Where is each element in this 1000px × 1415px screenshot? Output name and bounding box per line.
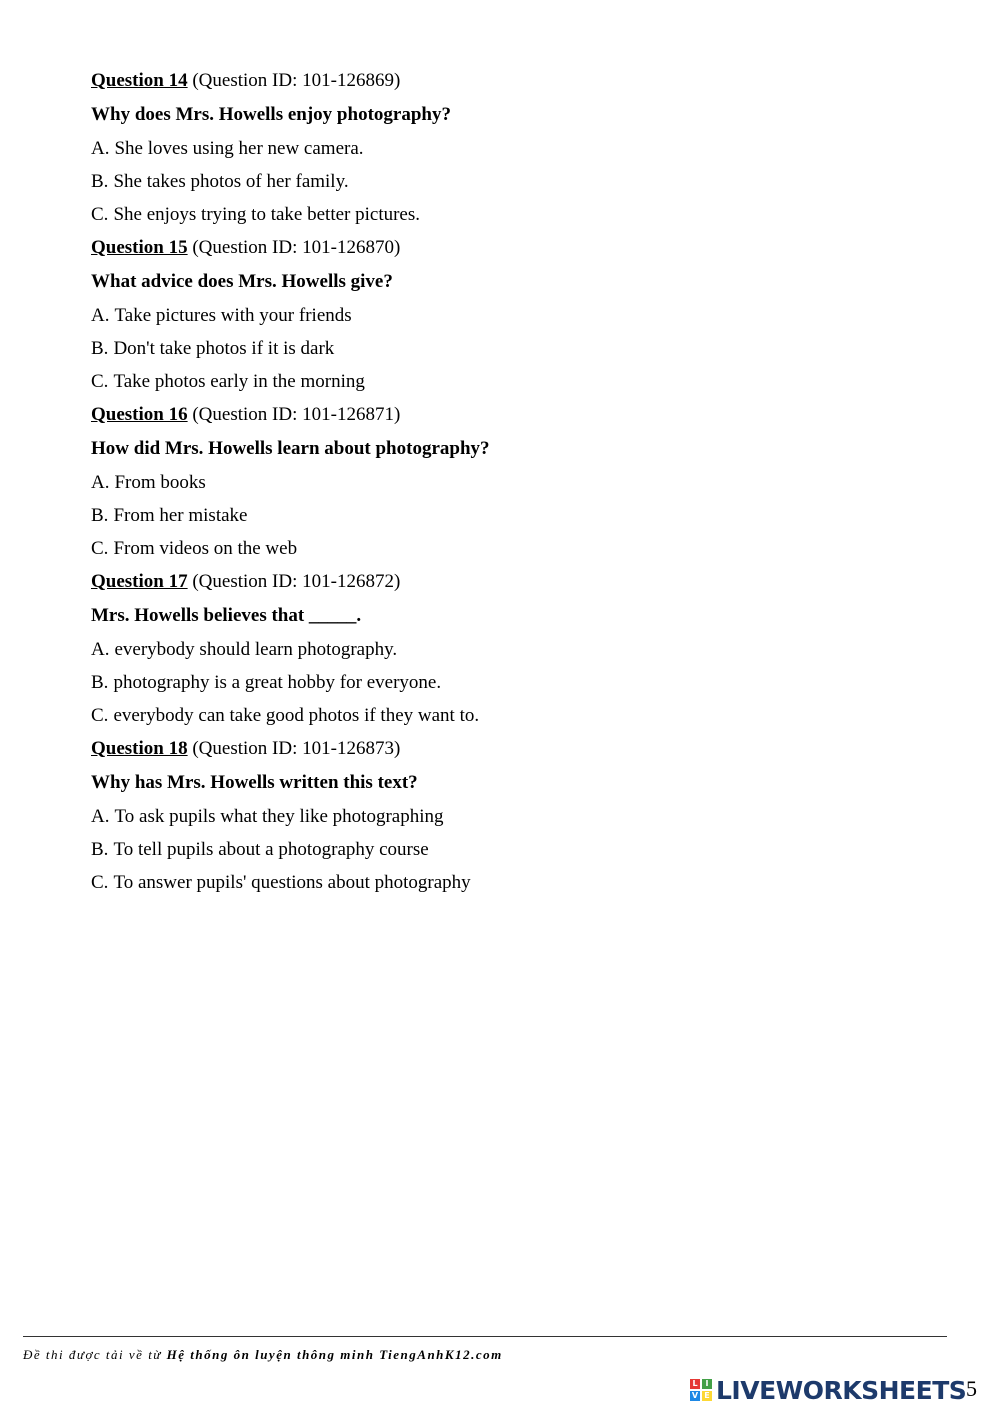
question-id: (Question ID: 101-126870) — [192, 237, 401, 258]
question-text: Why has Mrs. Howells written this text? — [91, 772, 418, 793]
option-text: everybody can take good photos if they want to. — [113, 705, 480, 726]
option-label: B. — [91, 839, 109, 860]
question-number: Question 18 — [91, 738, 188, 759]
answer-option[interactable] — [91, 165, 951, 198]
answer-option[interactable] — [91, 499, 951, 532]
option-label: B. — [91, 505, 109, 526]
question-id: (Question ID: 101-126873) — [192, 738, 401, 759]
logo-tile-v: V — [691, 1391, 699, 1400]
liveworksheets-logo[interactable] — [690, 1372, 966, 1408]
option-label: A. — [91, 138, 110, 159]
question-id: (Question ID: 101-126869) — [192, 70, 401, 91]
footer-source-name: Hệ thống ôn luyện thông minh TiengAnhK12.com — [166, 1347, 503, 1362]
answer-option[interactable] — [91, 699, 951, 732]
answer-option[interactable] — [91, 466, 951, 499]
question-block — [91, 398, 951, 565]
option-text: She takes photos of her family. — [113, 171, 349, 192]
answer-option[interactable] — [91, 833, 951, 866]
option-label: B. — [91, 338, 109, 359]
question-block — [91, 64, 951, 231]
answer-option[interactable] — [91, 532, 951, 565]
option-text: From videos on the web — [113, 538, 298, 559]
option-text: From books — [114, 472, 206, 493]
answer-option[interactable] — [91, 198, 951, 231]
footer-divider — [23, 1336, 947, 1337]
option-text: From her mistake — [113, 505, 248, 526]
option-label: C. — [91, 204, 109, 225]
question-text: Mrs. Howells believes that _____. — [91, 605, 362, 626]
logo-tile-e: E — [702, 1391, 712, 1401]
question-text: Why does Mrs. Howells enjoy photography? — [91, 104, 451, 125]
logo-tile-l: L — [690, 1379, 700, 1389]
option-text: everybody should learn photography. — [114, 639, 398, 660]
option-label: B. — [91, 171, 109, 192]
question-list — [91, 64, 951, 899]
answer-option[interactable] — [91, 299, 951, 332]
question-text: How did Mrs. Howells learn about photography? — [91, 438, 490, 459]
question-header — [91, 64, 951, 97]
option-label: C. — [91, 705, 109, 726]
question-header — [91, 732, 951, 765]
question-number: Question 15 — [91, 237, 188, 258]
question-number: Question 16 — [91, 404, 188, 425]
answer-option[interactable] — [91, 633, 951, 666]
question-number: Question 17 — [91, 571, 188, 592]
liveworksheets-icon — [690, 1379, 712, 1401]
option-label: A. — [91, 806, 110, 827]
logo-tile-i: I — [702, 1379, 712, 1389]
question-header — [91, 565, 951, 598]
answer-option[interactable] — [91, 666, 951, 699]
option-label: C. — [91, 371, 109, 392]
question-header — [91, 231, 951, 264]
option-text: photography is a great hobby for everyone. — [113, 672, 442, 693]
question-block — [91, 565, 951, 732]
question-block — [91, 231, 951, 398]
answer-option[interactable] — [91, 800, 951, 833]
question-block — [91, 732, 951, 899]
answer-option[interactable] — [91, 132, 951, 165]
question-header — [91, 398, 951, 431]
question-number: Question 14 — [91, 70, 188, 91]
option-text: Don't take photos if it is dark — [113, 338, 335, 359]
page-number: 5 — [966, 1376, 977, 1401]
option-text: Take photos early in the morning — [113, 371, 365, 392]
option-text: To answer pupils' questions about photography — [113, 872, 471, 893]
option-label: C. — [91, 538, 109, 559]
option-label: A. — [91, 305, 110, 326]
answer-option[interactable] — [91, 332, 951, 365]
option-label: C. — [91, 872, 109, 893]
question-text: What advice does Mrs. Howells give? — [91, 271, 393, 292]
option-text: She loves using her new camera. — [114, 138, 364, 159]
option-text: To tell pupils about a photography course — [113, 839, 429, 860]
footer-prefix: Đề thi được tải về từ — [23, 1347, 162, 1362]
option-label: A. — [91, 639, 110, 660]
option-label: A. — [91, 472, 110, 493]
option-text: She enjoys trying to take better pictures. — [113, 204, 420, 225]
answer-option[interactable] — [91, 365, 951, 398]
option-text: To ask pupils what they like photographing — [114, 806, 444, 827]
question-id: (Question ID: 101-126872) — [192, 571, 401, 592]
answer-option[interactable] — [91, 866, 951, 899]
question-id: (Question ID: 101-126871) — [192, 404, 401, 425]
option-label: B. — [91, 672, 109, 693]
liveworksheets-wordmark: LIVEWORKSHEETS — [716, 1375, 967, 1405]
option-text: Take pictures with your friends — [114, 305, 352, 326]
footer-source — [23, 1347, 503, 1363]
